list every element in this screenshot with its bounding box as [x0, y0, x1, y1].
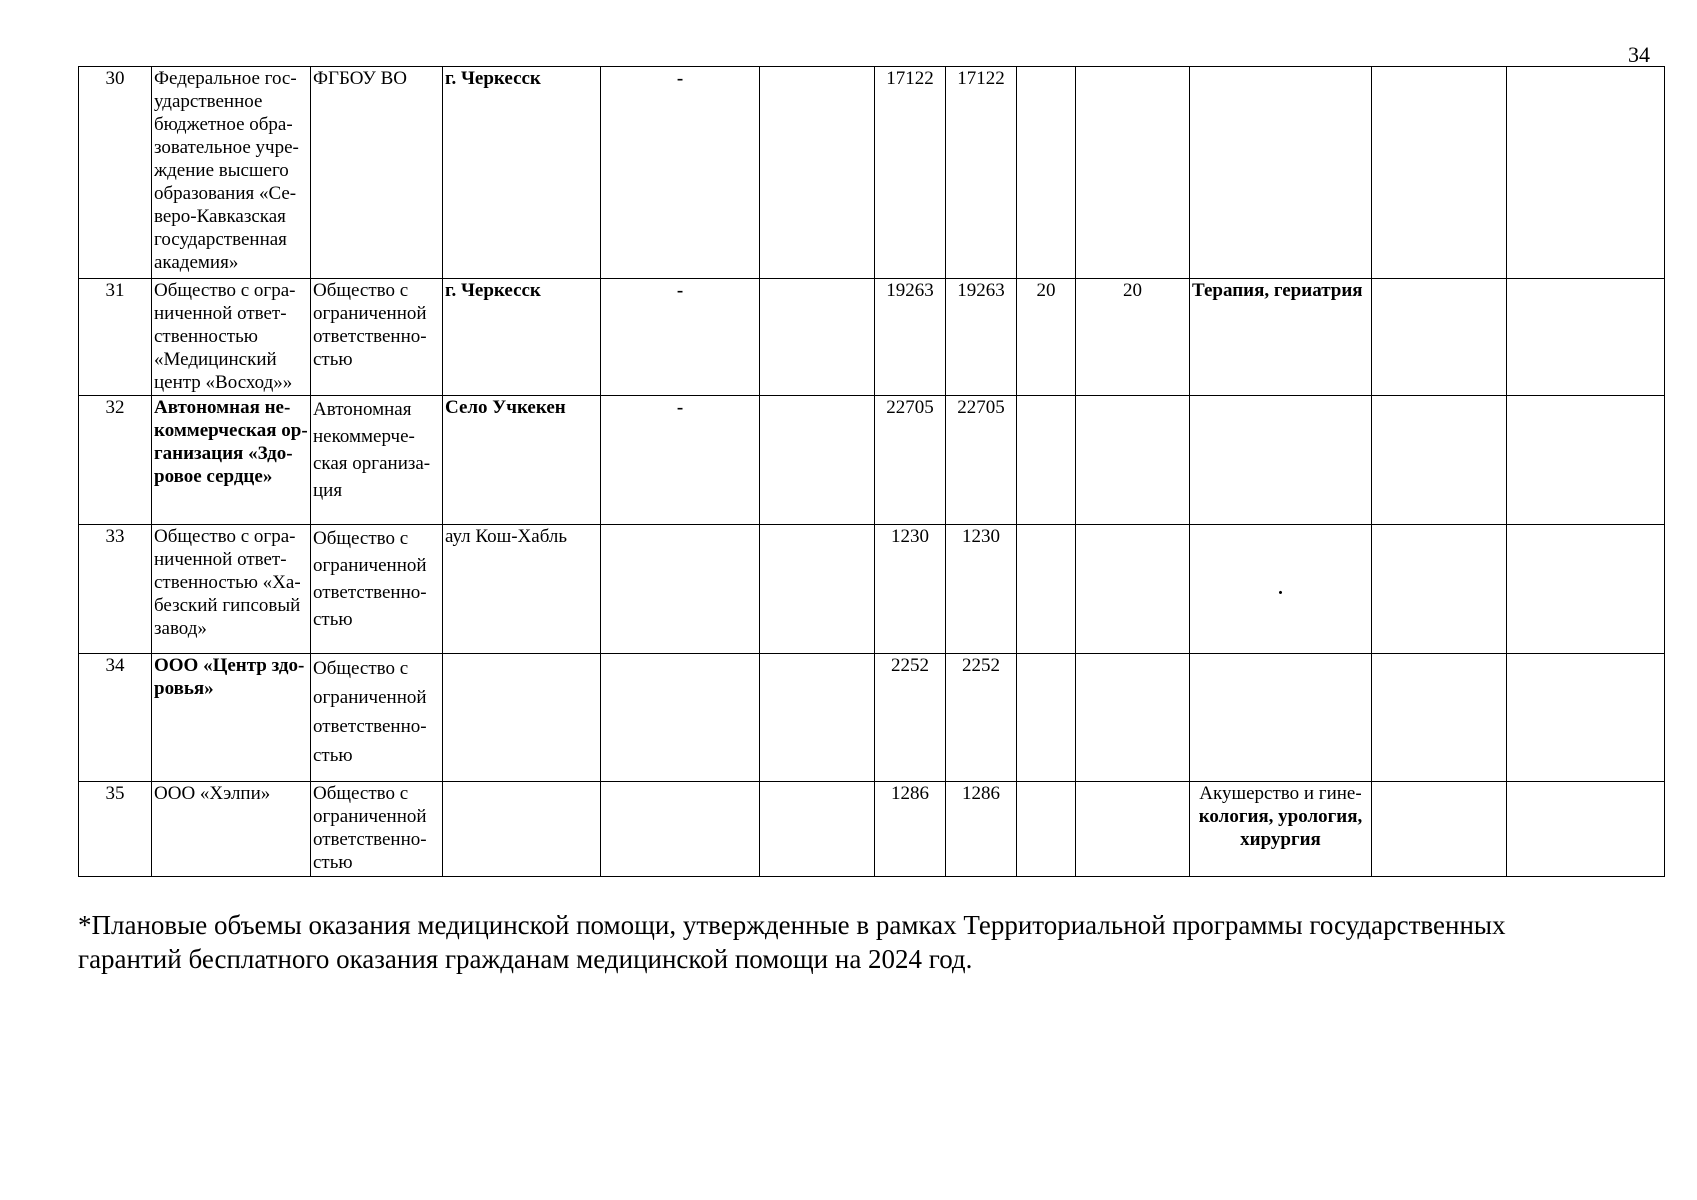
- org-name-line: коммерческая ор-: [154, 420, 308, 441]
- empty-cell: [1372, 396, 1507, 525]
- row-number: 34: [79, 654, 152, 782]
- empty-cell: [1507, 396, 1665, 525]
- table-row: [79, 525, 1665, 654]
- legal-form-line: стью: [313, 852, 353, 873]
- legal-form-line: Общество с: [313, 280, 409, 301]
- org-name-line: ровое сердце»: [154, 466, 273, 487]
- org-name-line: ниченной ответ-: [154, 303, 287, 324]
- org-name-line: Федеральное гос-: [154, 68, 297, 89]
- volume-cell: 2252: [875, 654, 946, 782]
- org-name-line: ООО «Хэлпи»: [154, 783, 271, 804]
- profile-mark: .: [1278, 578, 1283, 599]
- table-row: [79, 396, 1665, 525]
- location-cell: Село Учкекен: [443, 396, 601, 525]
- organizations-table: [78, 66, 1665, 877]
- row-number: 35: [79, 782, 152, 877]
- legal-form-cell: [311, 782, 443, 877]
- legal-form-line: ция: [313, 480, 343, 501]
- legal-form-line: ответственно-: [313, 326, 427, 347]
- page-number: 34: [1628, 42, 1650, 67]
- legal-form-line: некоммерче-: [313, 426, 415, 447]
- empty-cell: [1372, 782, 1507, 877]
- empty-cell: [760, 525, 875, 654]
- profile-cell: [1190, 654, 1372, 782]
- org-name-cell: [152, 279, 311, 396]
- org-name-line: центр «Восход»»: [154, 372, 293, 393]
- org-name-line: ударственное: [154, 91, 263, 112]
- legal-form-line: ФГБОУ ВО: [313, 68, 408, 89]
- profile-line: кология, урология,: [1198, 806, 1363, 827]
- empty-cell: [1372, 279, 1507, 396]
- legal-form-line: ограниченной: [313, 303, 427, 324]
- empty-cell: [760, 782, 875, 877]
- profile-cell: [1190, 525, 1372, 654]
- legal-form-line: Общество с: [313, 783, 409, 804]
- org-name-line: зовательное учре-: [154, 137, 299, 158]
- profile-cell: [1190, 782, 1372, 877]
- legal-form-line: стью: [313, 745, 353, 766]
- empty-cell: [1372, 67, 1507, 279]
- profile-line: хирургия: [1240, 829, 1321, 850]
- legal-form-line: Автономная: [313, 399, 412, 420]
- empty-cell: [760, 396, 875, 525]
- profile-cell: [1190, 279, 1372, 396]
- legal-form-cell: [311, 654, 443, 782]
- empty-cell: [1372, 525, 1507, 654]
- org-name-cell: [152, 396, 311, 525]
- profile-cell: [1190, 67, 1372, 279]
- table-row: [79, 782, 1665, 877]
- legal-form-line: Общество с: [313, 658, 409, 679]
- row-number: 30: [79, 67, 152, 279]
- profile-line: Акушерство и гине-: [1199, 783, 1362, 804]
- footnote-line: гарантий бесплатного оказания гражданам медицинской помощи на 2024 год.: [78, 944, 973, 974]
- footnote: [78, 908, 1668, 976]
- org-name-line: Автономная не-: [154, 397, 291, 418]
- legal-form-line: ограниченной: [313, 687, 427, 708]
- org-name-line: безский гипсовый: [154, 595, 301, 616]
- footnote-line: *Плановые объемы оказания медицинской помощи, утвержденные в рамках Территориальной программы государственных: [78, 910, 1506, 940]
- empty-cell: [1507, 279, 1665, 396]
- org-name-line: ственностью «Ха-: [154, 572, 301, 593]
- beds-cell: [1076, 525, 1190, 654]
- empty-cell: [1507, 782, 1665, 877]
- org-name-line: ровья»: [154, 678, 214, 699]
- legal-form-line: стью: [313, 609, 353, 630]
- beds-cell: [1076, 782, 1190, 877]
- profile-line: Терапия, гериатрия: [1192, 280, 1363, 301]
- beds-cell: 20: [1017, 279, 1076, 396]
- table-row: [79, 67, 1665, 279]
- beds-cell: [1017, 654, 1076, 782]
- org-name-line: веро-Кавказская: [154, 206, 286, 227]
- org-name-line: ниченной ответ-: [154, 549, 287, 570]
- row-number: 33: [79, 525, 152, 654]
- volume-cell: 1286: [946, 782, 1017, 877]
- table-row: [79, 654, 1665, 782]
- dash-cell: [601, 782, 760, 877]
- legal-form-line: ограниченной: [313, 555, 427, 576]
- location-cell: [443, 782, 601, 877]
- dash-cell: -: [601, 279, 760, 396]
- legal-form-cell: [311, 279, 443, 396]
- legal-form-line: стью: [313, 349, 353, 370]
- volume-cell: 1230: [946, 525, 1017, 654]
- org-name-line: ственностью: [154, 326, 258, 347]
- legal-form-cell: [311, 396, 443, 525]
- empty-cell: [1507, 67, 1665, 279]
- org-name-line: «Медицинский: [154, 349, 277, 370]
- volume-cell: 22705: [946, 396, 1017, 525]
- org-name-line: ждение высшего: [154, 160, 289, 181]
- legal-form-cell: [311, 67, 443, 279]
- beds-cell: [1017, 67, 1076, 279]
- location-cell: аул Кош-Хабль: [443, 525, 601, 654]
- beds-cell: [1017, 396, 1076, 525]
- org-name-line: Общество с огра-: [154, 280, 296, 301]
- org-name-line: академия»: [154, 252, 239, 273]
- org-name-cell: [152, 654, 311, 782]
- location-cell: [443, 654, 601, 782]
- table-row: [79, 279, 1665, 396]
- empty-cell: [760, 279, 875, 396]
- dash-cell: -: [601, 67, 760, 279]
- org-name-line: образования «Се-: [154, 183, 297, 204]
- beds-cell: [1017, 782, 1076, 877]
- org-name-line: бюджетное обра-: [154, 114, 293, 135]
- volume-cell: 17122: [946, 67, 1017, 279]
- beds-cell: 20: [1076, 279, 1190, 396]
- volume-cell: 19263: [946, 279, 1017, 396]
- empty-cell: [1372, 654, 1507, 782]
- org-name-cell: [152, 525, 311, 654]
- legal-form-line: ская организа-: [313, 453, 431, 474]
- org-name-line: ООО «Центр здо-: [154, 655, 305, 676]
- legal-form-line: ответственно-: [313, 829, 427, 850]
- empty-cell: [1507, 525, 1665, 654]
- beds-cell: [1076, 396, 1190, 525]
- beds-cell: [1076, 654, 1190, 782]
- org-name-cell: [152, 67, 311, 279]
- legal-form-line: Общество с: [313, 528, 409, 549]
- beds-cell: [1017, 525, 1076, 654]
- beds-cell: [1076, 67, 1190, 279]
- empty-cell: [760, 67, 875, 279]
- legal-form-line: ответственно-: [313, 716, 427, 737]
- row-number: 31: [79, 279, 152, 396]
- profile-cell: [1190, 396, 1372, 525]
- volume-cell: 1230: [875, 525, 946, 654]
- legal-form-line: ответственно-: [313, 582, 427, 603]
- dash-cell: [601, 525, 760, 654]
- empty-cell: [1507, 654, 1665, 782]
- dash-cell: -: [601, 396, 760, 525]
- empty-cell: [760, 654, 875, 782]
- location-cell: г. Черкесск: [443, 67, 601, 279]
- org-name-line: ганизация «Здо-: [154, 443, 293, 464]
- org-name-line: завод»: [154, 618, 207, 639]
- dash-cell: [601, 654, 760, 782]
- volume-cell: 19263: [875, 279, 946, 396]
- legal-form-cell: [311, 525, 443, 654]
- volume-cell: 22705: [875, 396, 946, 525]
- org-name-cell: [152, 782, 311, 877]
- org-name-line: государственная: [154, 229, 287, 250]
- legal-form-line: ограниченной: [313, 806, 427, 827]
- location-cell: г. Черкесск: [443, 279, 601, 396]
- volume-cell: 1286: [875, 782, 946, 877]
- volume-cell: 17122: [875, 67, 946, 279]
- row-number: 32: [79, 396, 152, 525]
- org-name-line: Общество с огра-: [154, 526, 296, 547]
- volume-cell: 2252: [946, 654, 1017, 782]
